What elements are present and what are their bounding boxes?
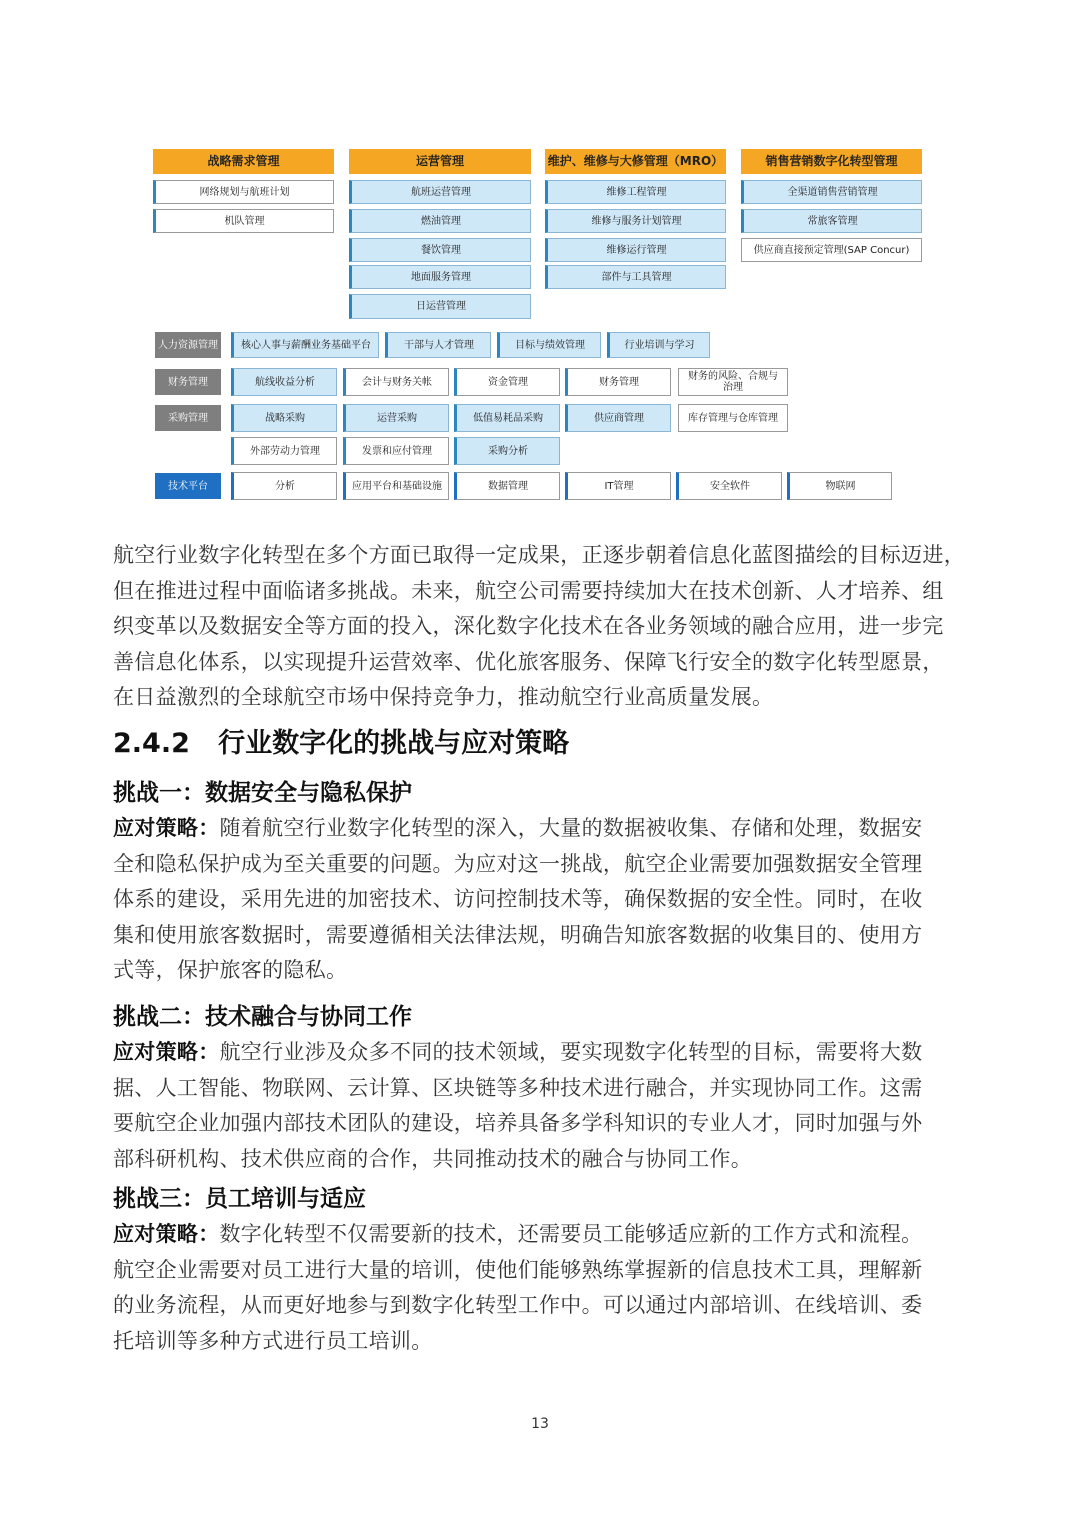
box-parts-tools: 部件与工具管理 [545,265,726,289]
strategy-label: 应对策略： [113,816,220,840]
box-app-platform: 应用平台和基础设施 [343,472,449,500]
challenge-2-paragraph [113,1035,973,1177]
box-training: 行业培训与学习 [607,332,710,358]
box-strategic-procure: 战略采购 [231,404,337,432]
cat-procurement: 采购管理 [155,405,221,431]
para-line: 据、人工智能、物联网、云计算、区块链等多种技术进行融合，并实现协同工作。这需 [113,1075,923,1100]
para-line: 航空企业需要对员工进行大量的培训，使他们能够熟练掌握新的信息技术工具，理解新 [113,1257,923,1282]
challenge-3-paragraph [113,1217,973,1359]
box-data-mgmt: 数据管理 [454,472,560,500]
box-ops-procure: 运营采购 [343,404,449,432]
box-performance: 目标与绩效管理 [497,332,601,358]
box-accounting: 会计与财务关帐 [343,368,449,396]
intro-paragraph [113,538,973,716]
header-operations: 运营管理 [349,149,531,174]
box-core-hr: 核心人事与薪酬业务基础平台 [231,332,379,358]
box-omnichannel: 全渠道销售营销管理 [741,180,922,204]
para-line: 式等，保护旅客的隐私。 [113,958,348,982]
cat-hr: 人力资源管理 [155,332,221,358]
box-fuel: 燃油管理 [349,209,531,233]
capability-map-diagram [0,0,1080,520]
para-line: 集和使用旅客数据时，需要遵循相关法律法规，明确告知旅客数据的收集目的、使用方 [113,922,923,947]
box-network-planning: 网络规划与航班计划 [153,180,334,204]
box-catering: 餐饮管理 [349,238,531,262]
box-route-revenue: 航线收益分析 [231,368,337,396]
section-heading [113,721,569,760]
box-finance-mgmt: 财务管理 [565,368,671,396]
section-number: 2.4.2 [113,728,190,759]
box-treasury: 资金管理 [454,368,560,396]
box-risk-compliance: 财务的风险、合规与治理 [678,368,788,396]
box-iot: 物联网 [787,472,892,500]
box-security: 安全软件 [676,472,782,500]
intro-line: 在日益激烈的全球航空市场中保持竞争力，推动航空行业高质量发展。 [113,685,774,709]
box-daily-ops: 日运营管理 [349,294,531,319]
para-line: 体系的建设，采用先进的加密技术、访问控制技术等，确保数据的安全性。同时，在收 [113,887,923,911]
intro-line: 织变革以及数据安全等方面的投入，深化数字化技术在各业务领域的融合应用，进一步完 [113,614,944,638]
box-external-labor: 外部劳动力管理 [231,437,337,465]
challenge-2-heading: 挑战二：技术融合与协同工作 [113,1004,412,1030]
box-supplier: 供应商管理 [565,404,671,432]
challenge-1-paragraph [113,811,973,989]
para-line: 航空行业涉及众多不同的技术领域，要实现数字化转型的目标，需要将大数 [219,1040,923,1064]
box-fleet: 机队管理 [153,209,334,233]
box-inventory: 库存管理与仓库管理 [678,404,788,432]
para-line: 数字化转型不仅需要新的技术，还需要员工能够适应新的工作方式和流程。 [219,1222,923,1246]
intro-line: 善信息化体系，以实现提升运营效率、优化旅客服务、保障飞行安全的数字化转型愿景， [113,649,944,674]
box-invoice: 发票和应付管理 [343,437,449,465]
header-mro: 维护、维修与大修管理（MRO） [545,149,726,174]
box-consumables: 低值易耗品采购 [454,404,560,432]
cat-tech: 技术平台 [155,473,221,499]
box-ground-service: 地面服务管理 [349,265,531,289]
para-line: 随着航空行业数字化转型的深入，大量的数据被收集、存储和处理，数据安 [219,816,923,840]
box-maint-eng: 维修工程管理 [545,180,726,204]
strategy-label: 应对策略： [113,1040,220,1064]
intro-line: 但在推进过程中面临诸多挑战。未来，航空公司需要持续加大在技术创新、人才培养、组 [113,578,944,603]
header-sales: 销售营销数字化转型管理 [741,149,922,174]
box-maint-plan: 维修与服务计划管理 [545,209,726,233]
challenge-3-heading: 挑战三：员工培训与适应 [113,1186,366,1212]
box-maint-run: 维修运行管理 [545,238,726,262]
strategy-label: 应对策略： [113,1222,220,1246]
box-talent: 干部与人才管理 [385,332,491,358]
box-it-mgmt: IT管理 [565,472,671,500]
cat-finance: 财务管理 [155,369,221,395]
challenge-1-heading: 挑战一：数据安全与隐私保护 [113,780,412,806]
page-number: 13 [531,1416,549,1432]
box-frequent-flyer: 常旅客管理 [741,209,922,233]
box-analytics: 分析 [231,472,337,500]
box-concur: 供应商直接预定管理(SAP Concur) [741,238,922,262]
section-title: 行业数字化的挑战与应对策略 [218,728,570,759]
para-line: 的业务流程，从而更好地参与到数字化转型工作中。可以通过内部培训、在线培训、委 [113,1293,923,1317]
para-line: 托培训等多种方式进行员工培训。 [113,1328,433,1353]
box-flight-ops: 航班运营管理 [349,180,531,204]
para-line: 要航空企业加强内部技术团队的建设，培养具备多学科知识的专业人才，同时加强与外 [113,1111,923,1135]
para-line: 全和隐私保护成为至关重要的问题。为应对这一挑战，航空企业需要加强数据安全管理 [113,851,923,876]
para-line: 部科研机构、技术供应商的合作，共同推动技术的融合与协同工作。 [113,1146,752,1171]
box-procure-analytics: 采购分析 [454,437,560,465]
header-strategy: 战略需求管理 [153,149,334,174]
intro-line: 航空行业数字化转型在多个方面已取得一定成果，正逐步朝着信息化蓝图描绘的目标迈进， [113,543,965,567]
